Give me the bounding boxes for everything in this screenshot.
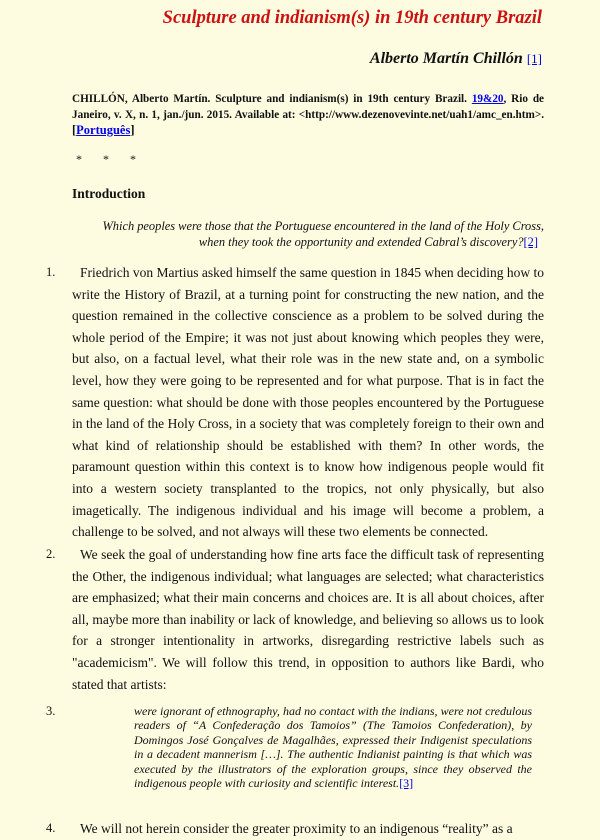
citation-text-after: , Rio de Janeiro, v. X, n. 1, jan./jun. 2015. Available at: <http://www.dezenovevinte.net/uah1/amc_en.htm>. (72, 93, 545, 121)
portuguese-version-link[interactable]: Português (76, 123, 131, 137)
citation-block (72, 92, 544, 140)
paragraph-number: 3. (46, 704, 56, 718)
paragraph-number: 1. (46, 265, 56, 279)
paragraph-number: 4. (46, 821, 56, 835)
issue-link[interactable]: 19&20 (471, 93, 504, 105)
epigraph-footnote-link[interactable]: [2] (523, 235, 538, 249)
epigraph-line-1: Which peoples were those that the Portuguese encountered in the land of the Holy Cross, (102, 219, 544, 233)
section-heading: Introduction (72, 186, 146, 201)
block-quote (46, 704, 544, 791)
epigraph-line-2 (72, 234, 544, 250)
quote-footnote-link[interactable]: [3] (399, 776, 414, 791)
epigraph-line-2-text: when they took the opportunity and extended Cabral’s discovery? (198, 235, 524, 249)
separator-star: * (130, 152, 136, 166)
paragraph-text: We will not herein consider the greater proximity to an indigenous “reality” as a (80, 821, 513, 836)
paragraph-text: We seek the goal of understanding how fine arts face the difficult task of representing the Other, the indigenous individual; what languages are selected; what characteristics are emphasized; what their main concerns and choices are. It is all about choices, after all, maybe more than inability or lack of knowledge, and believing so allows us to look for a stronger intentionality in artworks, disregarding restrictive labels such as "academicism". We will follow this trend, in opposition to authors like Bardi, who stated that artists: (72, 547, 544, 692)
separator-star: * (103, 152, 109, 166)
author-line (370, 50, 542, 68)
paragraph-number: 2. (46, 547, 56, 561)
block-quote-text (72, 704, 544, 790)
language-bracket-close: ] (130, 123, 135, 137)
paragraph (46, 262, 544, 543)
paragraph (46, 818, 544, 840)
section-separator (76, 152, 154, 167)
separator-star: * (76, 152, 82, 166)
epigraph (72, 218, 544, 250)
page-title: Sculpture and indianism(s) in 19th century Brazil (162, 8, 542, 28)
quote-text: were ignorant of ethnography, had no contact with the indians, were not credulous readers of “A Confederação dos Tamoios” (The Tamoios Confederation), by Domingos José Gonçalves de Magalhães, expressed their Indigenist speculations in a decadent mannerism […]. The authentic Indianist painting is that which was executed by the illustrators of the exploration groups, since they observed the indigenous people with curiosity and scientific interest. (134, 704, 532, 791)
author-footnote-link[interactable]: [1] (526, 51, 542, 66)
author-name: Alberto Martín Chillón (369, 50, 523, 67)
paragraph-text: Friedrich von Martius asked himself the same question in 1845 when deciding how to write the History of Brazil, at a turning point for constructing the new nation, and the question remained in the collective conscience as a problem to be solved during the whole period of the Empire; it was not just about knowing which peoples they were, but also, on a factual level, what their role was in the new state and, on a symbolic level, how they were going to be represented and for what purpose. That is in fact the same question: what should be done with those peoples encountered by the Portuguese in the land of the Holy Cross, in a society that was completely foreign to their own and what kind of relationship should be established with them? In other words, the paramount question within this context is to know how indigenous people would fit into a western society transplanted to the tropics, not only physically, but also imagetically. The indigenous individual and his image will become a problem, a challenge to be solved, and not always will these two elements be connected. (72, 265, 544, 540)
paragraph (46, 544, 544, 695)
citation-text: CHILLÓN, Alberto Martín. Sculpture and indianism(s) in 19th century Brazil. (72, 93, 467, 105)
language-bracket-open: [ (72, 123, 77, 137)
